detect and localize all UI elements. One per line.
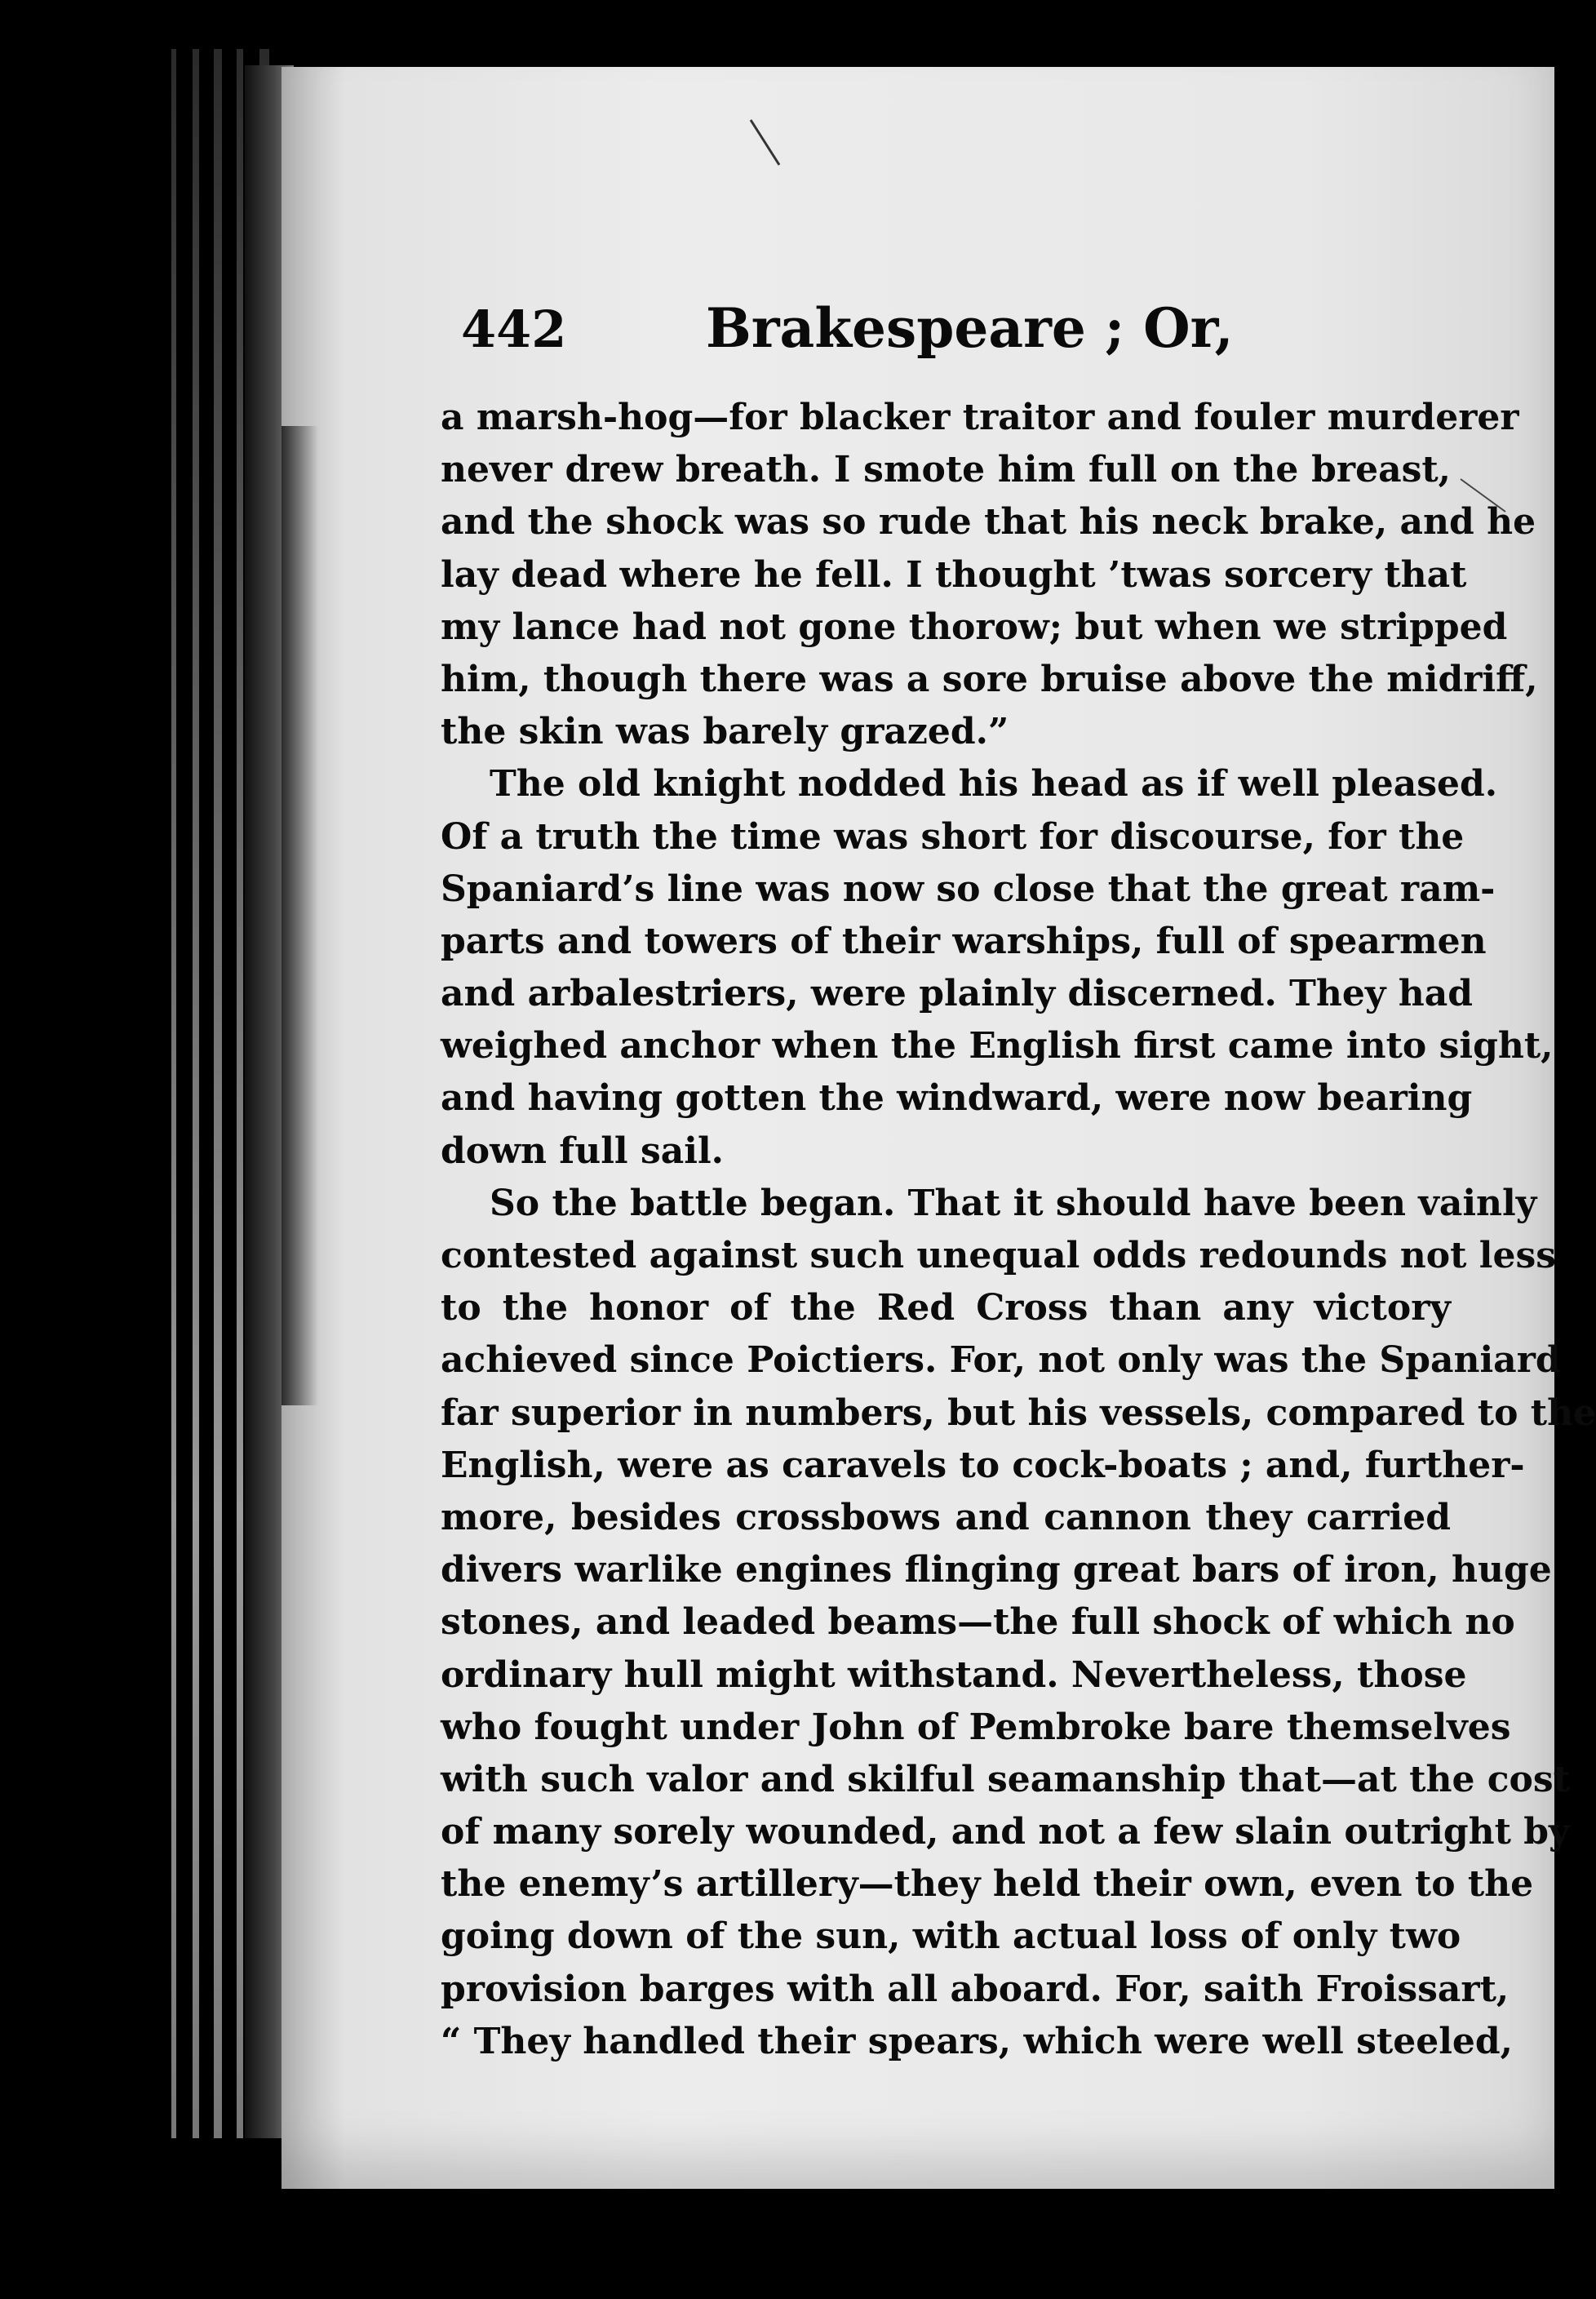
text-line: of many sorely wounded, and not a few slain outright by [441, 1811, 1570, 1853]
page-edge [193, 49, 199, 2138]
page-edge [214, 49, 222, 2138]
running-head: Brakespeare ; Or, [706, 296, 1234, 360]
text-line: to the honor of the Red Cross than any victory [441, 1287, 1451, 1329]
page-edge [171, 49, 176, 2138]
paragraph-first-line: The old knight nodded his head as if well pleased. [490, 763, 1498, 806]
book-page [282, 67, 1596, 2189]
body-text [441, 392, 1596, 2068]
text-line: far superior in numbers, but his vessels, compared to the [441, 1391, 1596, 1434]
text-line: more, besides crossbows and cannon they carried [441, 1496, 1451, 1538]
text-line: divers warlike engines flinging great bars of iron, huge [441, 1549, 1552, 1591]
text-line: stones, and leaded beams—the full shock of which no [441, 1601, 1515, 1644]
gutter-shadow [282, 426, 318, 1405]
text-line: my lance had not gone thorow; but when we stripped [441, 606, 1508, 648]
text-line: parts and towers of their warships, full of spearmen [441, 920, 1487, 962]
text-line: and having gotten the windward, were now bearing [441, 1077, 1473, 1120]
text-line: down full sail. [441, 1130, 724, 1172]
page-edge [237, 49, 243, 2138]
text-line: provision barges with all aboard. For, saith Froissart, [441, 1968, 1510, 2010]
text-line: a marsh-hog—for blacker traitor and fouler murderer [441, 397, 1519, 438]
scan-speck-mark [1456, 475, 1522, 524]
text-line: never drew breath. I smote him full on the breast, [441, 449, 1451, 491]
text-line: the skin was barely grazed.” [441, 711, 1009, 753]
text-line: achieved since Poictiers. For, not only was the Spaniard [441, 1339, 1561, 1382]
text-line: who fought under John of Pembroke bare themselves [441, 1706, 1511, 1748]
text-line: going down of the sun, with actual loss of only two [441, 1915, 1461, 1958]
page-header [461, 296, 1563, 389]
text-line: Of a truth the time was short for discourse, for the [441, 815, 1465, 858]
text-line: with such valor and skilful seamanship that—at the cost [441, 1758, 1571, 1800]
paragraph-first-line: So the battle began. That it should have been vainly [490, 1182, 1537, 1224]
text-line: Spaniard’s line was now so close that the great ram- [441, 868, 1496, 910]
text-line: the enemy’s artillery—they held their own, even to the [441, 1863, 1534, 1906]
text-line: English, were as caravels to cock-boats ; and, further- [441, 1444, 1525, 1486]
text-line: ordinary hull might withstand. Nevertheless, those [441, 1653, 1467, 1696]
text-line: “ They handled their spears, which were well steeled, [441, 2020, 1513, 2062]
text-line: contested against such unequal odds redounds not less [441, 1235, 1556, 1276]
text-line: and the shock was so rude that his neck brake, and he [441, 501, 1536, 544]
text-line: lay dead where he fell. I thought ’twas sorcery that [441, 553, 1467, 596]
page-number: 442 [461, 300, 567, 359]
text-line: and arbalestriers, were plainly discerned. They had [441, 973, 1473, 1015]
text-line: weighed anchor when the English first came into sight, [441, 1025, 1554, 1067]
scan-speck-mark [747, 116, 796, 181]
text-line: him, though there was a sore bruise above the midriff, [441, 658, 1538, 700]
